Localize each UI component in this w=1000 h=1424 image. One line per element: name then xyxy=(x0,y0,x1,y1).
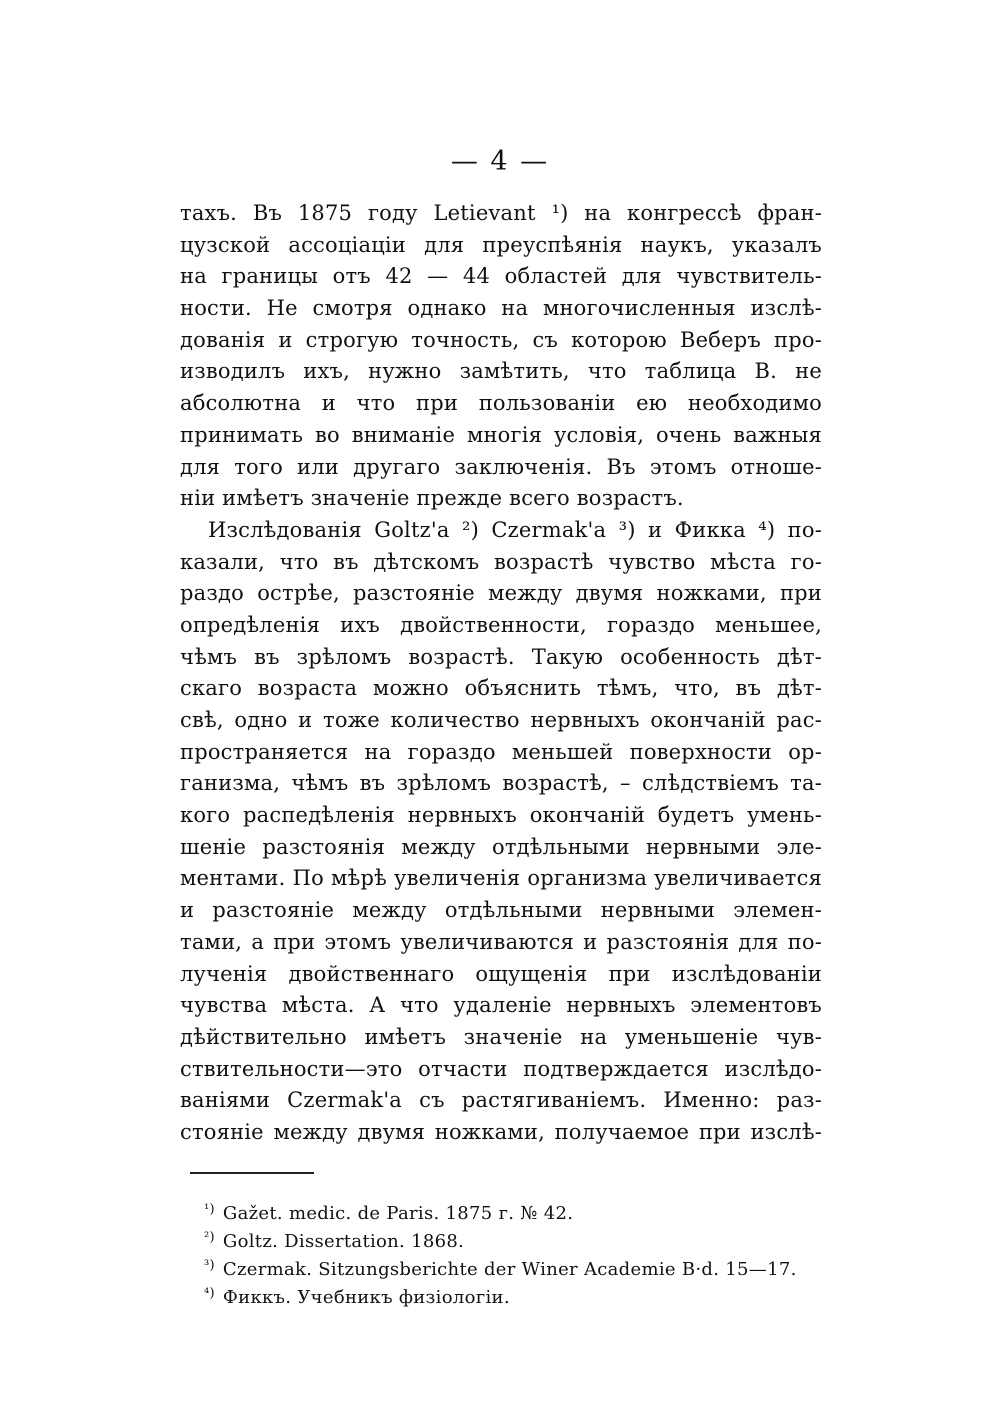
text-line: на границы отъ 42 — 44 областей для чувствитель- xyxy=(180,264,822,289)
footnote-mark: ³) xyxy=(204,1258,215,1273)
text-line: ментами. По мѣрѣ увеличенія организма увеличивается xyxy=(180,866,822,891)
text-line: скаго возраста можно объяснить тѣмъ, что, въ дѣт- xyxy=(180,676,822,701)
footnotes xyxy=(204,1196,824,1308)
text-line: цузской ассоціаціи для преуспѣянія наукъ, указалъ xyxy=(180,232,822,257)
text-line: шеніе разстоянія между отдѣльными нервными эле- xyxy=(180,834,822,859)
text-line: тахъ. Въ 1875 году Letievant ¹) на конгрессѣ фран- xyxy=(180,201,822,225)
footnote-text: Фиккъ. Учебникъ физіологіи. xyxy=(222,1287,510,1308)
text-line: лученія двойственнаго ощущенія при изслѣдованіи xyxy=(180,961,822,986)
text-line: дѣйствительно имѣетъ значеніе на уменьшеніе чув- xyxy=(180,1024,822,1049)
text-line: раздо острѣе, разстояніе между двумя ножками, при xyxy=(180,581,822,606)
footnote-mark: ¹) xyxy=(204,1202,215,1217)
text-line: ствительности—это отчасти подтверждается изслѣдо- xyxy=(180,1056,822,1081)
footnote-4 xyxy=(204,1280,824,1308)
body-text xyxy=(180,198,822,1149)
page-number: — 4 — xyxy=(450,146,550,177)
footnote-1 xyxy=(204,1196,824,1224)
text-line: свѣ, одно и тоже количество нервныхъ окончаній рас- xyxy=(180,708,822,732)
text-line: опредѣленія ихъ двойственности, гораздо меньшее, xyxy=(180,612,822,637)
footnote-text: Gažet. medic. de Paris. 1875 г. № 42. xyxy=(222,1203,574,1224)
text-line: и разстояніе между отдѣльными нервными элемен- xyxy=(180,898,822,923)
text-line: изводилъ ихъ, нужно замѣтить, что таблица В. не xyxy=(180,359,822,384)
text-line: чѣмъ въ зрѣломъ возрастѣ. Такую особенность дѣт- xyxy=(180,644,822,669)
text-line: пространяется на гораздо меньшей поверхности ор- xyxy=(180,739,822,764)
text-line: кого распедѣленія нервныхъ окончаній будетъ умень- xyxy=(180,803,822,828)
text-line: ваніями Czermak'a съ растягиваніемъ. Именно: раз- xyxy=(180,1088,822,1113)
text-line: для того или другаго заключенія. Въ этомъ отноше- xyxy=(180,454,822,479)
text-line: тами, а при этомъ увеличиваются и разстоянія для по- xyxy=(180,929,822,954)
text-line: принимать во вниманіе многія условія, очень важныя xyxy=(180,422,822,447)
text-line: ніи имѣетъ значеніе прежде всего возрастъ. xyxy=(180,486,684,511)
footnote-text: Goltz. Dissertation. 1868. xyxy=(222,1231,465,1252)
text-line: ности. Не смотря однако на многочисленныя изслѣ- xyxy=(180,296,822,321)
footnote-divider xyxy=(190,1172,314,1174)
footnote-mark: ⁴) xyxy=(204,1286,215,1301)
footnote-mark: ²) xyxy=(204,1230,215,1245)
text-line: дованія и строгую точность, съ которою Веберъ про- xyxy=(180,327,822,352)
text-line: ганизма, чѣмъ въ зрѣломъ возрастѣ, – слѣдствіемъ та- xyxy=(180,771,822,796)
text-line: стояніе между двумя ножками, получаемое при изслѣ- xyxy=(180,1119,822,1144)
footnote-3 xyxy=(204,1252,824,1280)
footnote-2 xyxy=(204,1224,824,1252)
text-line: Изслѣдованія Goltz'a ²) Czermak'a ³) и Фикка ⁴) по- xyxy=(208,517,822,542)
text-line: казали, что въ дѣтскомъ возрастѣ чувство мѣста го- xyxy=(180,549,822,574)
text-line: абсолютна и что при пользованіи ею необходимо xyxy=(180,391,822,416)
footnote-text: Czermak. Sitzungsberichte der Winer Academie B·d. 15—17. xyxy=(222,1259,797,1280)
text-line: чувства мѣста. А что удаленіе нервныхъ элементовъ xyxy=(180,993,822,1018)
